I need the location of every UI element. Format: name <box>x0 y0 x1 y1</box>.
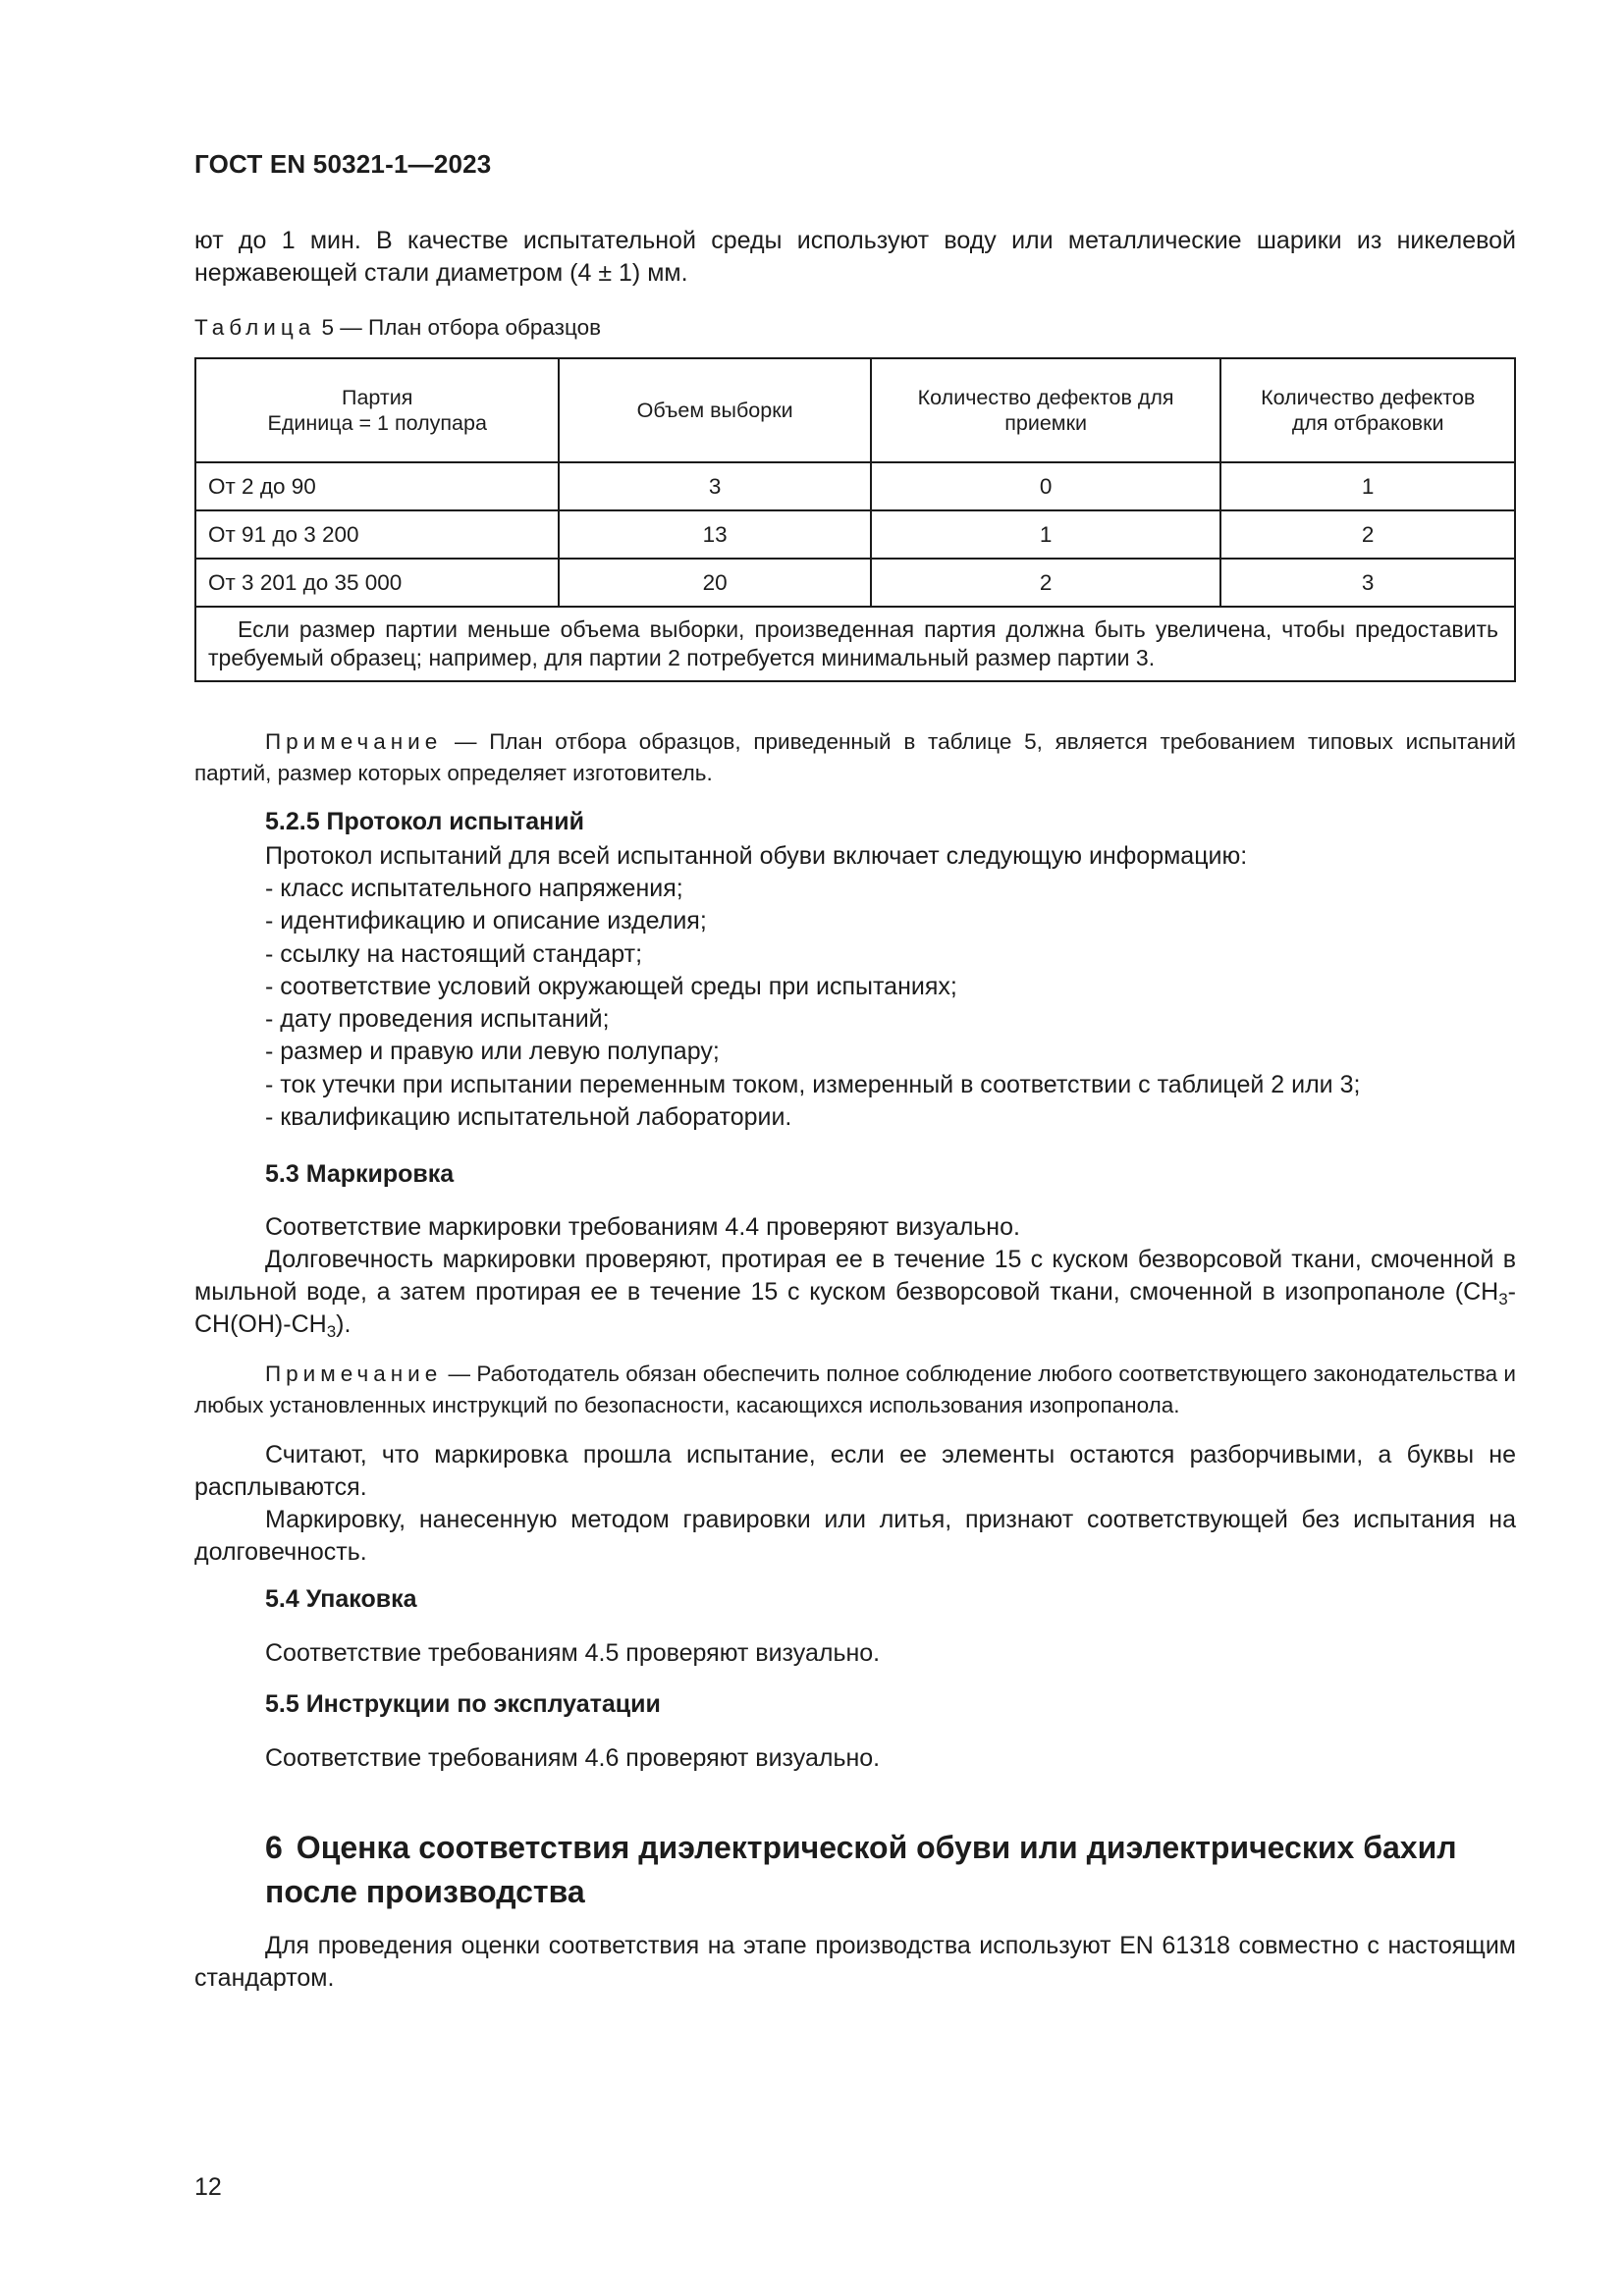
table-footnote-row <box>195 607 1515 681</box>
list-item: - ток утечки при испытании переменным током, измеренный в соответствии с таблицей 2 или 3; <box>265 1069 1360 1101</box>
table-header-row <box>195 358 1515 462</box>
cell-sample: 20 <box>559 559 871 607</box>
list-item: - класс испытательного напряжения; <box>265 873 1360 905</box>
header-reject-line1: Количество дефектов <box>1261 386 1476 409</box>
cell-accept: 1 <box>871 510 1220 559</box>
note-label: Примечание <box>265 729 443 754</box>
cell-lot: От 91 до 3 200 <box>195 510 559 559</box>
table-row <box>195 559 1515 607</box>
header-accept-line1: Количество дефектов для <box>917 386 1174 409</box>
cell-accept: 0 <box>871 462 1220 510</box>
section-6-title <box>265 1826 1542 1914</box>
cell-lot: От 2 до 90 <box>195 462 559 510</box>
cell-reject: 1 <box>1220 462 1515 510</box>
header-lot-line1: Партия <box>341 386 413 409</box>
section-5-4-p: Соответствие требованиям 4.5 проверяют визуально. <box>265 1639 881 1667</box>
section-5-2-5-intro: Протокол испытаний для всей испытанной обуви включает следующую информацию: <box>265 842 1248 870</box>
cell-sample: 3 <box>559 462 871 510</box>
report-contents-list <box>265 873 1360 1134</box>
table-footnote: Если размер партии меньше объема выборки, произведенная партия должна быть увеличена, чтобы предоставить требуемый образец; например, для партии 2 потребуется минимальный размер партии 3. <box>195 607 1515 681</box>
p2-main: Долговечность маркировки проверяют, протирая ее в течение 15 с куском безворсовой ткани, смоченной в мыльной воде, а затем протирая ее в течение 15 с куском безворсовой ткани, смоченной в изопропаноле (CH <box>194 1246 1516 1306</box>
note-isopropanol <box>194 1359 1516 1421</box>
header-sample-size: Объем выборки <box>559 358 871 462</box>
section-6-p: Для проведения оценки соответствия на этапе производства используют EN 61318 совместно с настоящим стандартом. <box>194 1932 1516 1992</box>
table-row <box>195 510 1515 559</box>
header-lot <box>195 358 559 462</box>
document-header: ГОСТ EN 50321-1—2023 <box>194 149 492 179</box>
note-label: Примечание <box>265 1362 443 1386</box>
p2-end: ). <box>336 1310 352 1338</box>
section-5-3-p2 <box>194 1244 1516 1341</box>
list-item: - ссылку на настоящий стандарт; <box>265 938 1360 971</box>
section-5-3-title: 5.3 Маркировка <box>265 1160 455 1188</box>
header-accept <box>871 358 1220 462</box>
section-5-5-p: Соответствие требованиям 4.6 проверяют визуально. <box>265 1744 881 1772</box>
table-caption <box>194 315 601 341</box>
section-5-3-p1: Соответствие маркировки требованиям 4.4 проверяют визуально. <box>265 1213 1020 1241</box>
section-5-4-title: 5.4 Упаковка <box>265 1585 417 1613</box>
section-5-5-title: 5.5 Инструкции по эксплуатации <box>265 1690 661 1718</box>
p2-mid: -CH(OH)-CH <box>194 1278 1516 1338</box>
sampling-plan-table <box>194 357 1516 682</box>
section-5-3-p3: Считают, что маркировка прошла испытание, если ее элементы остаются разборчивыми, а буквы не расплываются. <box>194 1441 1516 1501</box>
cell-accept: 2 <box>871 559 1220 607</box>
note-sampling-plan <box>194 726 1516 789</box>
table-row <box>195 462 1515 510</box>
cell-reject: 2 <box>1220 510 1515 559</box>
header-accept-line2: приемки <box>1004 411 1087 435</box>
intro-paragraph: ют до 1 мин. В качестве испытательной среды используют воду или металлические шарики из никелевой нержавеющей стали диаметром (4 ± 1) мм. <box>194 227 1516 287</box>
table-caption-text: 5 — План отбора образцов <box>321 315 602 340</box>
section-6-title-text: Оценка соответствия диэлектрической обуви или диэлектрических бахил после производства <box>265 1830 1457 1909</box>
section-5-2-5-title: 5.2.5 Протокол испытаний <box>265 808 584 835</box>
section-5-3-p4: Маркировку, нанесенную методом гравировки или литья, признают соответствующей без испытания на долговечность. <box>194 1506 1516 1566</box>
list-item: - размер и правую или левую полупару; <box>265 1036 1360 1068</box>
header-lot-line2: Единица = 1 полупара <box>267 411 487 435</box>
note-text: — План отбора образцов, приведенный в таблице 5, является требованием типовых испытаний партий, размер которых определяет изготовитель. <box>194 729 1516 785</box>
list-item: - соответствие условий окружающей среды при испытаниях; <box>265 971 1360 1003</box>
list-item: - дату проведения испытаний; <box>265 1003 1360 1036</box>
p2-subscript-2: 3 <box>326 1322 337 1341</box>
cell-reject: 3 <box>1220 559 1515 607</box>
page-number: 12 <box>194 2173 222 2201</box>
note-text: — Работодатель обязан обеспечить полное соблюдение любого соответствующего законодательства и любых установленных инструкций по безопасности, касающихся использования изопропанола. <box>194 1362 1516 1417</box>
table-caption-label: Таблица <box>194 315 316 340</box>
section-6-number: 6 <box>265 1830 283 1865</box>
list-item: - идентификацию и описание изделия; <box>265 905 1360 937</box>
header-reject-line2: для отбраковки <box>1291 411 1444 435</box>
list-item: - квалификацию испытательной лаборатории. <box>265 1101 1360 1134</box>
cell-sample: 13 <box>559 510 871 559</box>
p2-subscript-1: 3 <box>1498 1290 1508 1308</box>
header-reject <box>1220 358 1515 462</box>
cell-lot: От 3 201 до 35 000 <box>195 559 559 607</box>
